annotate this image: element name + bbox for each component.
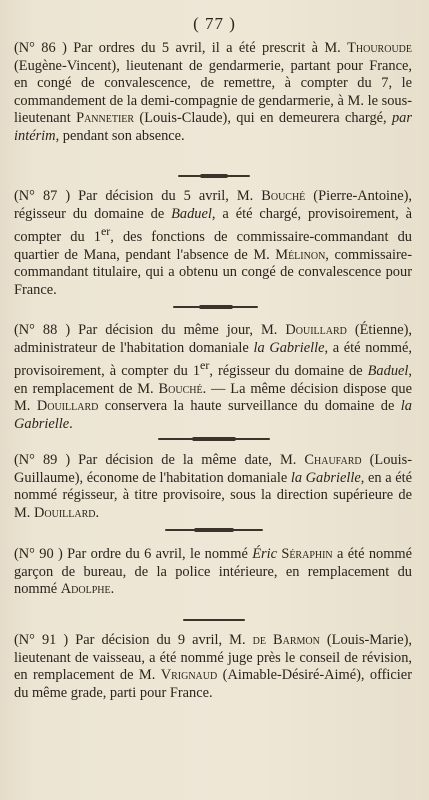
entry-number: (N° 86 ) bbox=[14, 40, 67, 56]
person-name: Chaufard bbox=[304, 452, 362, 468]
person-name: Douillard bbox=[34, 504, 96, 521]
entry-90 bbox=[14, 546, 412, 599]
person-name: de Barmon bbox=[252, 632, 320, 648]
entry-text: (N° 91 ) Par décision du 9 avril, M. de Barmon (Louis-Marie), lieutenant de vaisseau, a été nommé juge près le conseil de révision, en remplacement de M. Vrignaud (Aimable-Désiré-Aimé), officier du même grade, parti pour France. bbox=[14, 632, 412, 701]
person-name: Pannetier bbox=[76, 110, 135, 127]
entry-number: (N° 88 ) bbox=[14, 322, 71, 338]
entry-88 bbox=[14, 322, 412, 433]
entry-text: (N° 89 ) Par décision de la même date, M. Chaufard (Louis-Guillaume), économe de l'habitation domaniale la Gabrielle, en a été nommé régisseur, à titre provisoire, sous la direction supérieure de M. Douillard. bbox=[14, 452, 412, 521]
person-name: Séraphin bbox=[281, 546, 333, 562]
entry-89 bbox=[14, 452, 412, 522]
separator-rule bbox=[158, 438, 270, 440]
entry-91 bbox=[14, 632, 412, 702]
person-name: Bouché bbox=[158, 380, 203, 397]
person-name: Bouché bbox=[261, 188, 306, 204]
entry-number: (N° 89 ) bbox=[14, 452, 71, 468]
separator-rule bbox=[183, 619, 245, 621]
entry-87 bbox=[14, 188, 412, 299]
entry-text: (N° 87 ) Par décision du 5 avril, M. Bouché (Pierre-Antoine), régisseur du domaine de Baduel, a été chargé, provisoirement, à compter du 1er, des fonctions de commissaire-commandant du quartier de Mana, pendant l'absence de M. Mélinon, commissaire-commandant titulaire, qui a obtenu un congé de convalescence pour France. bbox=[14, 188, 412, 298]
entry-number: (N° 87 ) bbox=[14, 188, 71, 204]
separator-rule bbox=[173, 306, 258, 308]
person-name: Douillard bbox=[36, 398, 99, 415]
separator-rule bbox=[165, 529, 263, 531]
separator-rule bbox=[178, 175, 250, 177]
person-name: Thouroude bbox=[347, 40, 412, 56]
entry-text: (N° 90 ) Par ordre du 6 avril, le nommé Éric Séraphin a été nommé garçon de bureau, de la police intérieure, en remplacement du nommé Adolphe. bbox=[14, 546, 412, 598]
person-name: Douillard bbox=[285, 322, 347, 338]
entry-number: (N° 91 ) bbox=[14, 632, 69, 648]
entry-86 bbox=[14, 40, 412, 146]
person-name: Mélinon bbox=[275, 246, 326, 263]
person-name: Adolphe bbox=[60, 581, 111, 598]
entry-text: (N° 88 ) Par décision du même jour, M. Douillard (Étienne), administrateur de l'habitation domaniale la Gabrielle, a été nommé, provisoirement, à compter du 1er, régisseur du domaine de Baduel, en remplacement de M. Bouché. — La même décision dispose que M. Douillard conservera la haute surveillance du domaine de la Gabrielle. bbox=[14, 322, 413, 432]
person-name: Vrignaud bbox=[160, 667, 218, 684]
page-number: ( 77 ) bbox=[193, 14, 236, 33]
entry-text: (N° 86 ) Par ordres du 5 avril, il a été prescrit à M. Thouroude (Eugène-Vincent), lieutenant de gendarmerie, partant pour France, en congé de convalescence, de remettre, à compter du 7, le commandement de la demi-compagnie de gendarmerie, à M. le sous-lieutenant Pannetier (Louis-Claude), qui en demeurera chargé, par intérim, pendant son absence. bbox=[14, 40, 412, 144]
entry-number: (N° 90 ) bbox=[14, 546, 63, 562]
